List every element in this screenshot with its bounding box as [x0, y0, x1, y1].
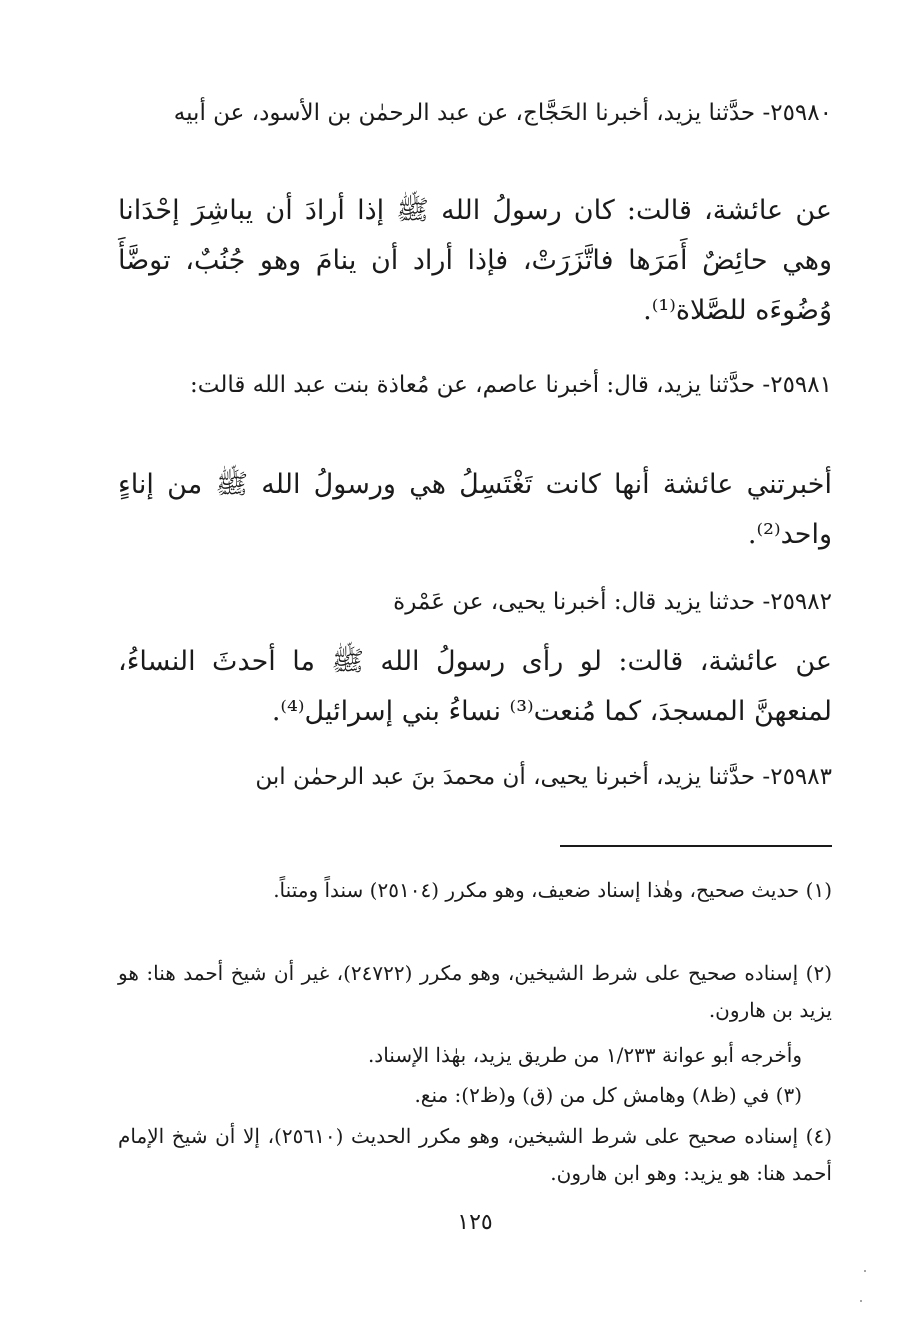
hadith-25980-text: عن عائشة، قالت: كان رسولُ الله ﷺ إذا أرادَ أن يباشِرَ إحْدَانا وهي حائِضٌ أَمَرَها فاتَّزَرَتْ، فإذا أراد أن ينامَ وهو جُنُبٌ، توضَّأَ وُضُوءَه للصَّلاة⁽¹⁾.	[118, 195, 832, 326]
footnote-3: (٣) في (ظ٨) وهامش كل من (ق) و(ظ٢): منع.	[414, 1083, 802, 1107]
footnote-2-continuation: وأخرجه أبو عوانة ١/٢٣٣ من طريق يزيد، بهٰذا الإسناد.	[367, 1043, 802, 1067]
book-page	[118, 82, 832, 1262]
hadith-25981-text: أخبرتني عائشة أنها كانت تَغْتَسِلُ هي ورسولُ الله ﷺ من إناءٍ واحد⁽²⁾.	[118, 469, 832, 550]
paper-speck	[864, 1270, 866, 1272]
paper-speck	[860, 1300, 862, 1302]
footnote-separator	[560, 845, 832, 847]
hadith-25980-chain: ٢٥٩٨٠- حدَّثنا يزيد، أخبرنا الحَجَّاج، عن عبد الرحمٰن بن الأسود، عن أبيه	[173, 100, 832, 126]
hadith-25981-chain: ٢٥٩٨١- حدَّثنا يزيد، قال: أخبرنا عاصم، عن مُعاذة بنت عبد الله قالت:	[189, 372, 832, 398]
footnote-1: (١) حديث صحيح، وهٰذا إسناد ضعيف، وهو مكرر (٢٥١٠٤) سنداً ومتناً.	[273, 878, 832, 902]
page-number: ١٢٥	[457, 1210, 493, 1235]
hadith-25982-chain: ٢٥٩٨٢- حدثنا يزيد قال: أخبرنا يحيى، عن عَمْرة	[393, 589, 832, 615]
hadith-25982-text: عن عائشة، قالت: لو رأى رسولُ الله ﷺ ما أحدثَ النساءُ، لمنعهنَّ المسجدَ، كما مُنعت⁽³⁾ نساءُ بني إسرائيل⁽⁴⁾.	[118, 646, 832, 727]
footnote-2: (٢) إسناده صحيح على شرط الشيخين، وهو مكرر (٢٤٧٢٢)، غير أن شيخ أحمد هنا: هو يزيد بن هارون.	[118, 961, 832, 1022]
hadith-25983-chain: ٢٥٩٨٣- حدَّثنا يزيد، أخبرنا يحيى، أن محمدَ بنَ عبد الرحمٰن ابن	[255, 764, 832, 790]
footnote-4: (٤) إسناده صحيح على شرط الشيخين، وهو مكرر الحديث (٢٥٦١٠)، إلا أن شيخ الإمام أحمد هنا: هو يزيد: وهو ابن هارون.	[118, 1124, 833, 1185]
